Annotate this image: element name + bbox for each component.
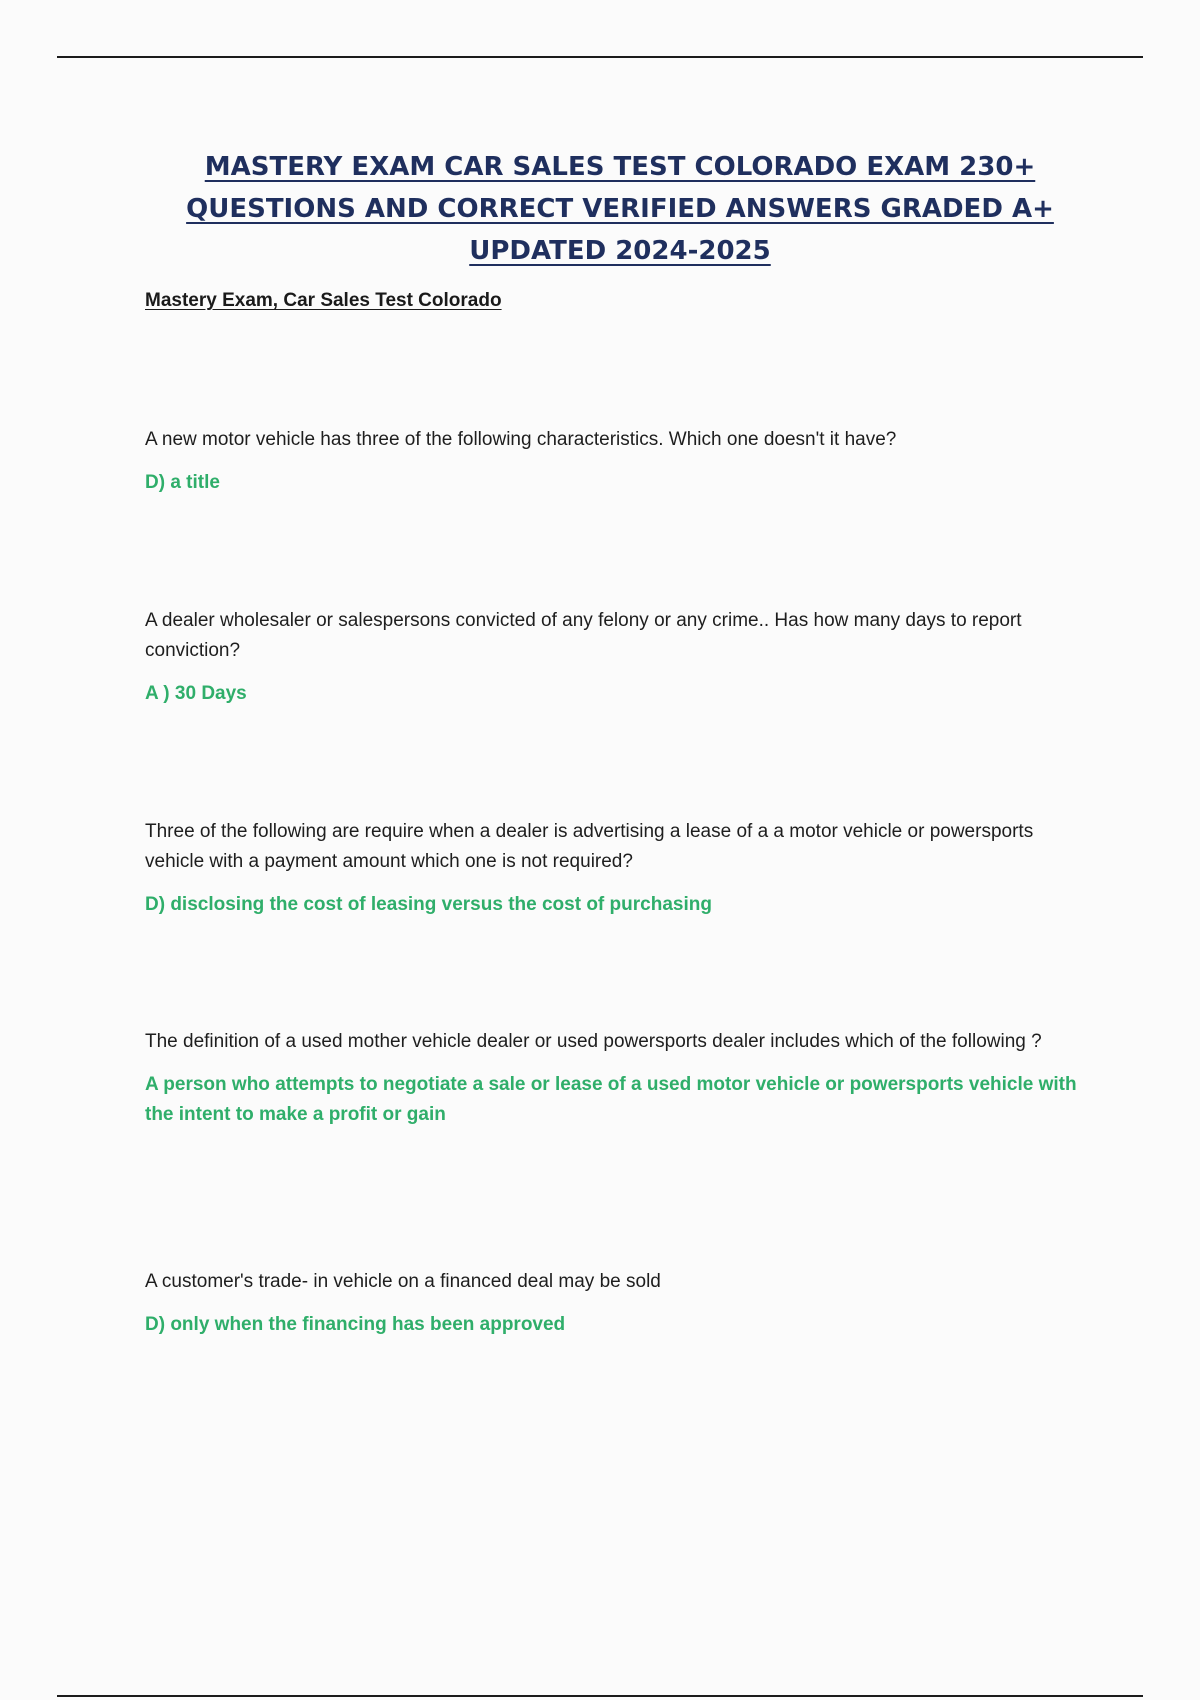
question-2: A dealer wholesaler or salespersons convicted of any felony or any crime.. Has how many days to report conviction?: [145, 610, 1022, 661]
question-1: A new motor vehicle has three of the following characteristics. Which one doesn't it have?: [145, 429, 897, 450]
question-4: The definition of a used mother vehicle dealer or used powersports dealer includes which of the following ?: [145, 1031, 1042, 1052]
title-line-1: MASTERY EXAM CAR SALES TEST COLORADO EXAM 230+: [204, 152, 1036, 182]
answer-5: D) only when the financing has been approved: [145, 1314, 566, 1335]
document-title: [130, 146, 1110, 272]
question-5: A customer's trade- in vehicle on a financed deal may be sold: [145, 1271, 661, 1292]
top-divider: [57, 56, 1143, 58]
qa-item-4: [145, 1027, 1095, 1130]
qa-item-1: [145, 425, 1095, 498]
bottom-divider: [57, 1695, 1143, 1697]
qa-item-3: [145, 817, 1095, 920]
qa-item-2: [145, 606, 1095, 709]
answer-1: D) a title: [145, 472, 220, 493]
answer-4: A person who attempts to negotiate a sale or lease of a used motor vehicle or powersports vehicle with the intent to make a profit or gain: [145, 1074, 1077, 1125]
title-line-2: QUESTIONS AND CORRECT VERIFIED ANSWERS GRADED A+: [186, 194, 1054, 224]
question-3: Three of the following are require when a dealer is advertising a lease of a a motor vehicle or powersports vehicle with a payment amount which one is not required?: [145, 821, 1034, 872]
qa-item-5: [145, 1267, 1095, 1340]
title-line-3: UPDATED 2024-2025: [469, 236, 771, 266]
document-subtitle: Mastery Exam, Car Sales Test Colorado: [145, 290, 502, 311]
answer-2: A ) 30 Days: [145, 683, 247, 704]
answer-3: D) disclosing the cost of leasing versus the cost of purchasing: [145, 894, 712, 915]
